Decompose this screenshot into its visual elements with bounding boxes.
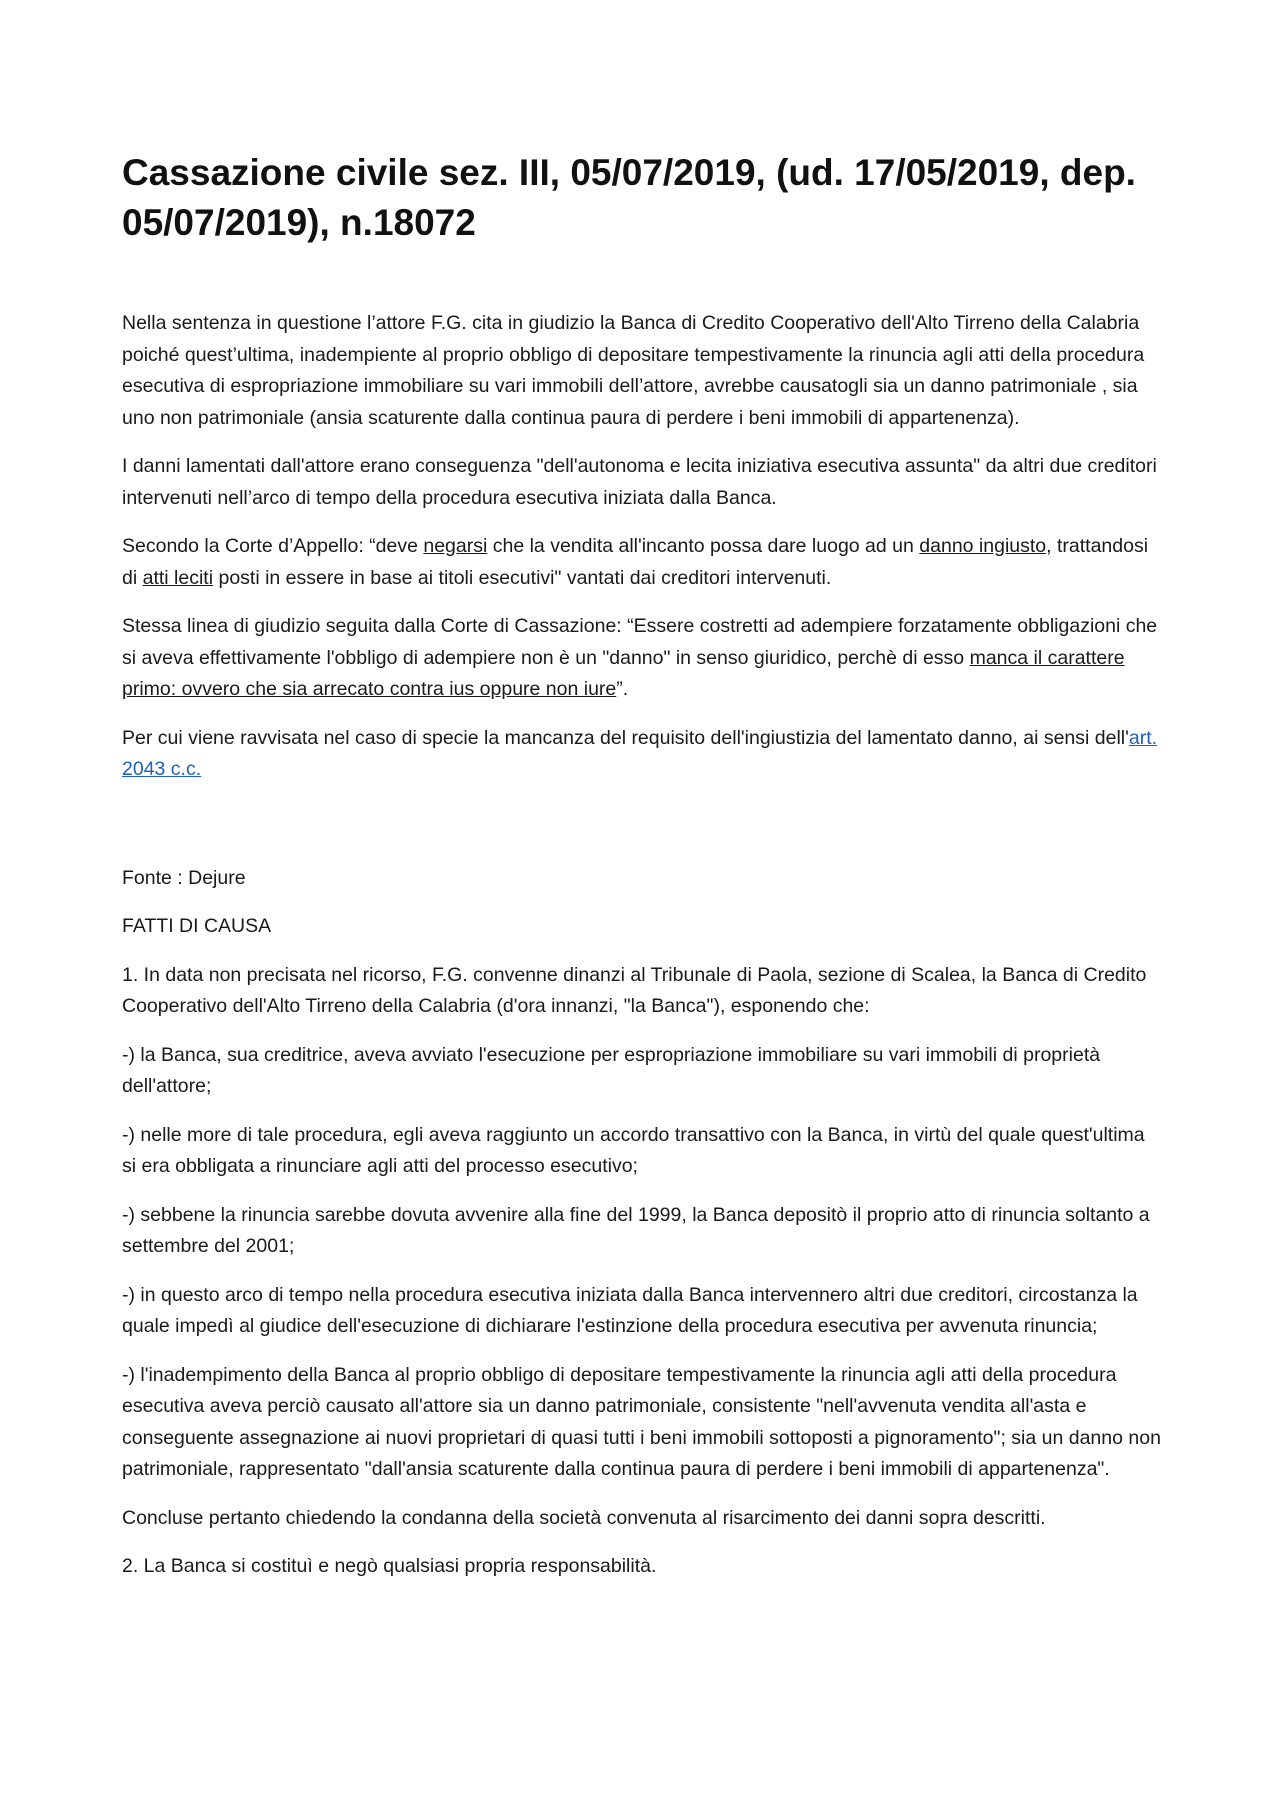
facts-paragraph: -) la Banca, sua creditrice, aveva avviato l'esecuzione per espropriazione immobiliare su vari immobili di proprietà dell'attore; (122, 1043, 1101, 1097)
facts-paragraph: -) in questo arco di tempo nella procedura esecutiva iniziata dalla Banca intervennero altri due creditori, circostanza la quale impedì al giudice dell'esecuzione di dichiarare l'estinzione della procedura esecutiva per avvenuta rinuncia; (122, 1283, 1138, 1337)
spacer (122, 803, 1162, 863)
document-body (122, 148, 1162, 1600)
underlined-text-atti-leciti: atti leciti (142, 566, 214, 589)
underlined-text-carattere-primo: manca il carattere primo: ovvero che sia arrecato contra ius oppure non iure (122, 646, 1125, 700)
text-run: ”. (616, 678, 629, 700)
section-heading: FATTI DI CAUSA (122, 915, 272, 937)
facts-paragraph: -) l'inadempimento della Banca al proprio obbligo di depositare tempestivamente la rinuncia agli atti della procedura esecutiva aveva perciò causato all'attore sia un danno patrimoniale, consistente "nell'avvenuta vendita all'asta e conseguente assegnazione ai nuovi proprietari di quasi tutti i beni immobili sottoposti a pignoramento"; sia un danno non patrimoniale, rappresentato "dall'ansia scaturente dalla continua paura di perdere i beni immobili di appartenenza". (122, 1363, 1161, 1480)
underlined-text-negarsi: negarsi (423, 535, 488, 557)
summary-paragraph-1: Nella sentenza in questione l’attore F.G. cita in giudizio la Banca di Credito Cooperativo dell'Alto Tirreno della Calabria poiché quest’ultima, inadempiente al proprio obbligo di depositare tempestivamente la rinuncia agli atti della procedura esecutiva di espropriazione immobiliare su vari immobili dell’attore, avrebbe causatogli sia un danno patrimoniale , sia uno non patrimoniale (ansia scaturente dalla continua paura di perdere i beni immobili di appartenenza). (122, 312, 1145, 429)
summary-paragraph-3 (122, 531, 1162, 594)
text-run: che la vendita all'incanto possa dare luogo ad un (487, 535, 920, 557)
underlined-text-danno-ingiusto: danno ingiusto (919, 535, 1047, 557)
text-run: Per cui viene ravvisata nel caso di specie la mancanza del requisito dell'ingiustizia del lamentato danno, ai sensi dell' (122, 726, 1129, 749)
facts-paragraph: Concluse pertanto chiedendo la condanna della società convenuta al risarcimento dei danni sopra descritti. (122, 1506, 1046, 1529)
facts-paragraph: -) sebbene la rinuncia sarebbe dovuta avvenire alla fine del 1999, la Banca depositò il proprio atto di rinuncia soltanto a settembre del 2001; (122, 1203, 1150, 1257)
summary-paragraph-5 (122, 723, 1162, 786)
text-run: , trattandosi di (122, 535, 1149, 589)
facts-paragraph: -) nelle more di tale procedura, egli aveva raggiunto un accordo transattivo con la Banca, in virtù del quale quest'ultima si era obbligata a rinunciare agli atti del processo esecutivo; (122, 1123, 1145, 1177)
facts-paragraph: 1. In data non precisata nel ricorso, F.G. convenne dinanzi al Tribunale di Paola, sezione di Scalea, la Banca di Credito Cooperativo dell'Alto Tirreno della Calabria (d'ora innanzi, "la Banca"), esponendo che: (122, 963, 1147, 1017)
text-run: posti in essere in base ai titoli esecutivi" vantati dai creditori intervenuti. (213, 566, 832, 589)
art-2043-link[interactable]: art. 2043 c.c. (122, 726, 1158, 780)
source-line: Fonte : Dejure (122, 866, 246, 889)
page-title: Cassazione civile sez. III, 05/07/2019, (ud. 17/05/2019, dep. 05/07/2019), n.18072 (122, 152, 1136, 243)
summary-paragraph-4 (122, 611, 1162, 706)
text-run: Secondo la Corte d’Appello: “deve (122, 535, 424, 557)
text-run: Stessa linea di giudizio seguita dalla Corte di Cassazione: “Essere costretti ad adempiere forzatamente obbligazioni che si aveva effettivamente l'obbligo di adempiere non è un "danno" in senso giuridico, perchè di esso (122, 615, 1158, 669)
summary-paragraph-2: I danni lamentati dall'attore erano conseguenza "dell'autonoma e lecita iniziativa esecutiva assunta" da altri due creditori intervenuti nell’arco di tempo della procedura esecutiva iniziata dalla Banca. (122, 455, 1157, 509)
facts-paragraph: 2. La Banca si costituì e negò qualsiasi propria responsabilità. (122, 1555, 657, 1577)
